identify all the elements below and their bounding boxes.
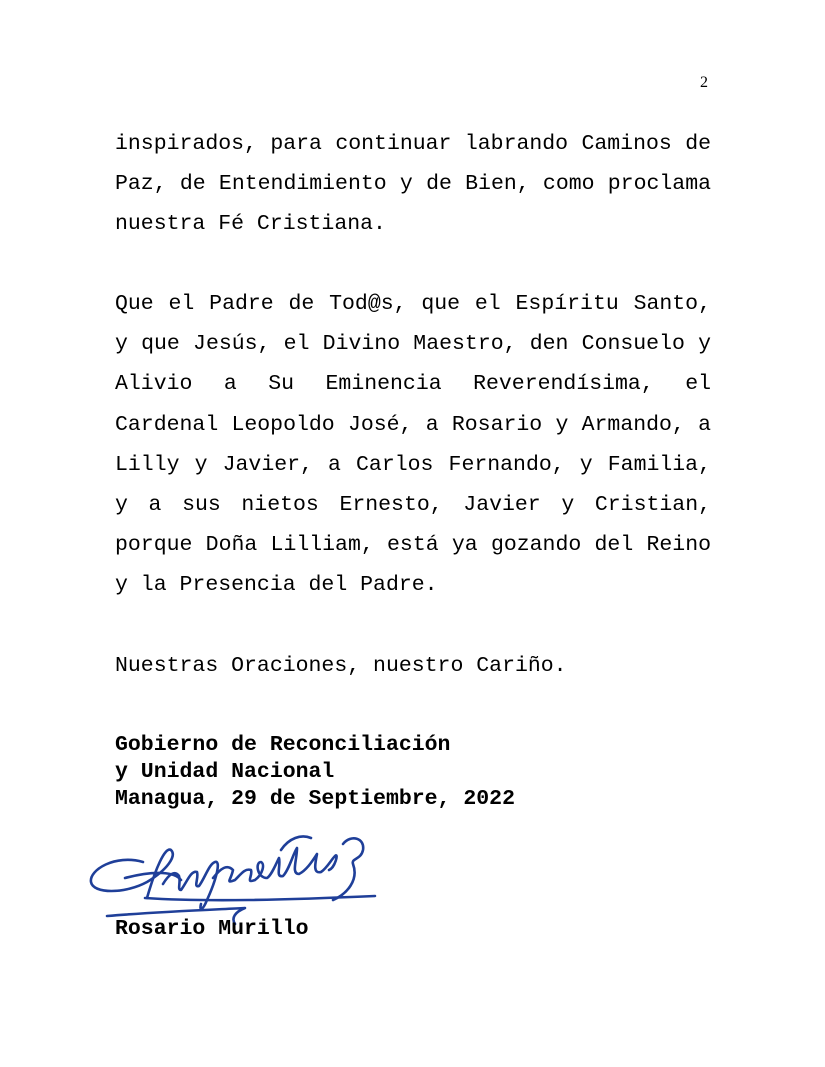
page-number: 2: [700, 74, 708, 91]
paragraph-3: Nuestras Oraciones, nuestro Cariño.: [115, 654, 567, 678]
closing-block: [115, 732, 515, 813]
closing-line-2: y Unidad Nacional: [115, 760, 335, 784]
paragraph-2: Que el Padre de Tod@s, que el Espíritu Santo, y que Jesús, el Divino Maestro, den Consuelo y Alivio a Su Eminencia Reverendísima, el Cardenal Leopoldo José, a Rosario y Armando, a Lilly y Javier, a Carlos Fernando, y Familia, y a sus nietos Ernesto, Javier y Cristian, porque Doña Lilliam, está ya gozando del Reino y la Presencia del Padre.: [115, 292, 711, 598]
closing-line-3: Managua, 29 de Septiembre, 2022: [115, 787, 515, 811]
closing-line-1: Gobierno de Reconciliación: [115, 733, 451, 757]
signer-name: Rosario Murillo: [115, 917, 309, 941]
paragraph-1: inspirados, para continuar labrando Caminos de Paz, de Entendimiento y de Bien, como proclama nuestra Fé Cristiana.: [115, 132, 711, 237]
handwritten-signature: [85, 820, 385, 930]
